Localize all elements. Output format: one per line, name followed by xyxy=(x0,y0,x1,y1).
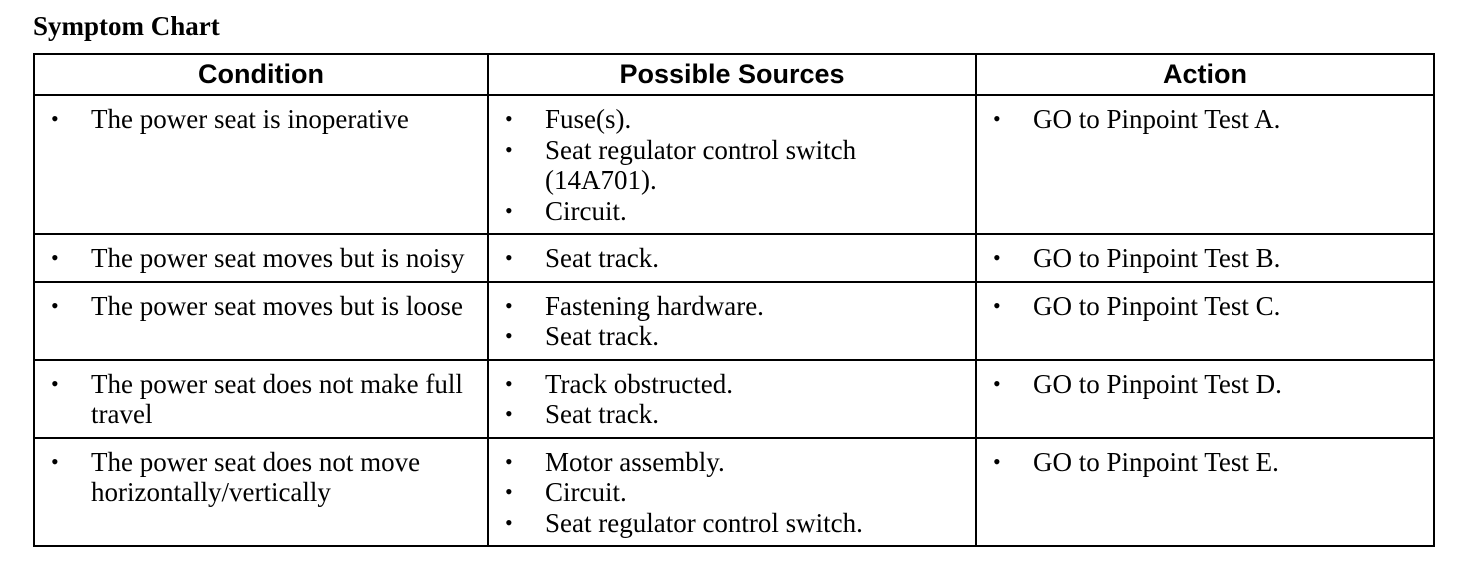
action-list xyxy=(977,283,1433,329)
condition-cell xyxy=(34,234,488,282)
action-cell xyxy=(976,360,1434,438)
sources-cell xyxy=(488,282,976,360)
source-item: • Seat track. xyxy=(499,321,965,352)
page-title: Symptom Chart xyxy=(33,11,220,41)
action-item: • GO to Pinpoint Test D. xyxy=(987,369,1423,400)
action-item: • GO to Pinpoint Test C. xyxy=(987,291,1423,322)
condition-list xyxy=(35,235,487,281)
action-cell xyxy=(976,234,1434,282)
condition-list xyxy=(35,439,487,515)
source-item: • Circuit. xyxy=(499,477,965,508)
source-item: • Seat regulator control switch (14A701). xyxy=(499,135,965,196)
table-row xyxy=(34,360,1434,438)
action-cell xyxy=(976,95,1434,234)
column-header-condition: Condition xyxy=(34,54,488,95)
table-row xyxy=(34,438,1434,547)
action-cell xyxy=(976,282,1434,360)
condition-item: • The power seat does not move horizontally/vertically xyxy=(45,447,477,508)
column-header-possible-sources: Possible Sources xyxy=(488,54,976,95)
table-row xyxy=(34,282,1434,360)
sources-list xyxy=(489,283,975,359)
source-item: • Track obstructed. xyxy=(499,369,965,400)
action-cell xyxy=(976,438,1434,547)
sources-list xyxy=(489,439,975,546)
condition-cell xyxy=(34,282,488,360)
sources-cell xyxy=(488,438,976,547)
action-list xyxy=(977,361,1433,407)
source-item: • Circuit. xyxy=(499,196,965,227)
condition-list xyxy=(35,283,487,329)
source-item: • Fuse(s). xyxy=(499,104,965,135)
condition-list xyxy=(35,96,487,142)
source-item: • Fastening hardware. xyxy=(499,291,965,322)
action-list xyxy=(977,96,1433,142)
table-row xyxy=(34,95,1434,234)
condition-list xyxy=(35,361,487,437)
source-item: • Seat track. xyxy=(499,399,965,430)
table-header-row xyxy=(34,54,1434,95)
action-item: • GO to Pinpoint Test A. xyxy=(987,104,1423,135)
sources-list xyxy=(489,361,975,437)
source-item: • Seat track. xyxy=(499,243,965,274)
sources-list xyxy=(489,235,975,281)
sources-cell xyxy=(488,234,976,282)
table-row xyxy=(34,234,1434,282)
sources-list xyxy=(489,96,975,233)
action-list xyxy=(977,235,1433,281)
condition-item: • The power seat does not make full travel xyxy=(45,369,477,430)
source-item: • Seat regulator control switch. xyxy=(499,508,965,539)
action-item: • GO to Pinpoint Test E. xyxy=(987,447,1423,478)
condition-cell xyxy=(34,95,488,234)
action-list xyxy=(977,439,1433,485)
condition-item: • The power seat moves but is loose xyxy=(45,291,477,322)
symptom-table xyxy=(33,53,1435,547)
condition-cell xyxy=(34,438,488,547)
condition-item: • The power seat is inoperative xyxy=(45,104,477,135)
action-item: • GO to Pinpoint Test B. xyxy=(987,243,1423,274)
source-item: • Motor assembly. xyxy=(499,447,965,478)
condition-cell xyxy=(34,360,488,438)
column-header-action: Action xyxy=(976,54,1434,95)
condition-item: • The power seat moves but is noisy xyxy=(45,243,477,274)
sources-cell xyxy=(488,95,976,234)
sources-cell xyxy=(488,360,976,438)
